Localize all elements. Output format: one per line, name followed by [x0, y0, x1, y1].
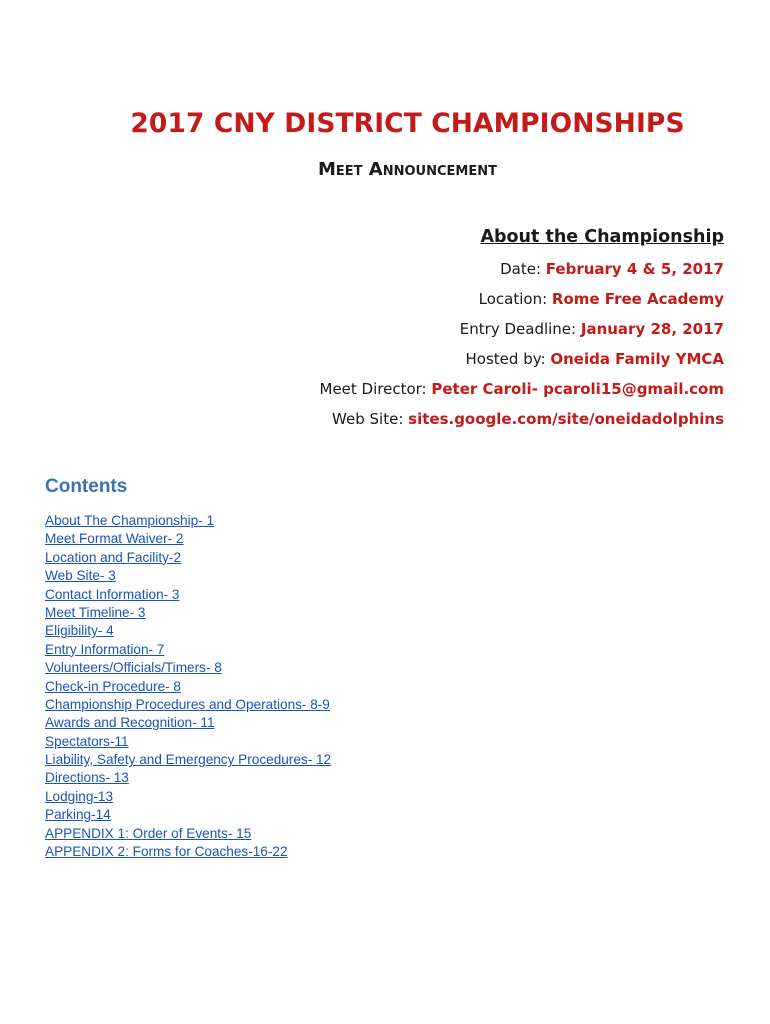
table-of-contents — [45, 512, 331, 861]
info-value: February 4 & 5, 2017 — [545, 260, 724, 278]
toc-item — [45, 604, 331, 622]
toc-link-spectators[interactable]: Spectators-11 — [45, 733, 129, 749]
info-row-location — [320, 284, 725, 314]
info-value: Oneida Family YMCA — [550, 350, 724, 368]
toc-link-appendix-2[interactable]: APPENDIX 2: Forms for Coaches-16-22 — [45, 844, 288, 860]
about-section — [320, 224, 725, 434]
toc-link-lodging[interactable]: Lodging-13 — [45, 788, 114, 804]
document-subtitle: Meet Announcement — [318, 159, 497, 180]
toc-item — [45, 825, 331, 843]
toc-item — [45, 512, 331, 530]
info-row-date — [320, 254, 725, 284]
toc-link-about-the-championship[interactable]: About The Championship- 1 — [45, 513, 215, 528]
toc-item — [45, 659, 331, 677]
info-row-hosted-by — [320, 344, 725, 374]
toc-item — [45, 769, 331, 787]
toc-link-check-in-procedure[interactable]: Check-in Procedure- 8 — [45, 678, 181, 694]
toc-item — [45, 696, 331, 714]
info-label: Location: — [478, 290, 548, 308]
contents-heading: Contents — [45, 476, 128, 497]
toc-link-location-and-facility[interactable]: Location and Facility-2 — [45, 549, 182, 565]
info-row-web-site — [320, 404, 725, 434]
toc-item — [45, 622, 331, 640]
toc-item — [45, 733, 331, 751]
toc-item — [45, 530, 331, 548]
toc-link-meet-format-waiver[interactable]: Meet Format Waiver- 2 — [45, 531, 184, 547]
toc-link-contact-information[interactable]: Contact Information- 3 — [45, 586, 180, 602]
document-title: 2017 CNY DISTRICT CHAMPIONSHIPS — [130, 108, 685, 139]
toc-link-entry-information[interactable]: Entry Information- 7 — [45, 641, 165, 657]
toc-item — [45, 586, 331, 604]
info-list — [320, 254, 725, 434]
toc-link-parking[interactable]: Parking-14 — [45, 807, 111, 823]
info-row-meet-director — [320, 374, 725, 404]
info-row-entry-deadline — [320, 314, 725, 344]
info-value: January 28, 2017 — [580, 320, 724, 338]
toc-item — [45, 641, 331, 659]
toc-item — [45, 714, 331, 732]
toc-link-championship-procedures[interactable]: Championship Procedures and Operations- 8-9 — [45, 696, 330, 712]
toc-link-awards-and-recognition[interactable]: Awards and Recognition- 11 — [45, 715, 215, 731]
toc-link-appendix-1[interactable]: APPENDIX 1: Order of Events- 15 — [45, 825, 252, 841]
info-label: Date: — [500, 260, 541, 278]
info-value: Rome Free Academy — [551, 290, 724, 308]
about-heading: About the Championship — [480, 227, 724, 247]
toc-link-volunteers-officials-timers[interactable]: Volunteers/Officials/Timers- 8 — [45, 660, 222, 676]
toc-item — [45, 806, 331, 824]
toc-item — [45, 843, 331, 861]
toc-item — [45, 549, 331, 567]
info-value: sites.google.com/site/oneidadolphins — [408, 410, 724, 428]
info-label: Meet Director: — [319, 380, 427, 398]
toc-item — [45, 788, 331, 806]
toc-item — [45, 751, 331, 769]
toc-link-directions[interactable]: Directions- 13 — [45, 770, 129, 786]
toc-link-web-site[interactable]: Web Site- 3 — [45, 568, 116, 584]
info-value: Peter Caroli- pcaroli15@gmail.com — [431, 380, 724, 398]
info-label: Hosted by: — [465, 350, 546, 368]
info-label: Entry Deadline: — [459, 320, 577, 338]
toc-link-eligibility[interactable]: Eligibility- 4 — [45, 623, 114, 639]
toc-item — [45, 678, 331, 696]
info-label: Web Site: — [332, 410, 404, 428]
toc-item — [45, 567, 331, 585]
toc-link-liability-safety[interactable]: Liability, Safety and Emergency Procedures- 12 — [45, 752, 332, 768]
toc-link-meet-timeline[interactable]: Meet Timeline- 3 — [45, 604, 146, 620]
